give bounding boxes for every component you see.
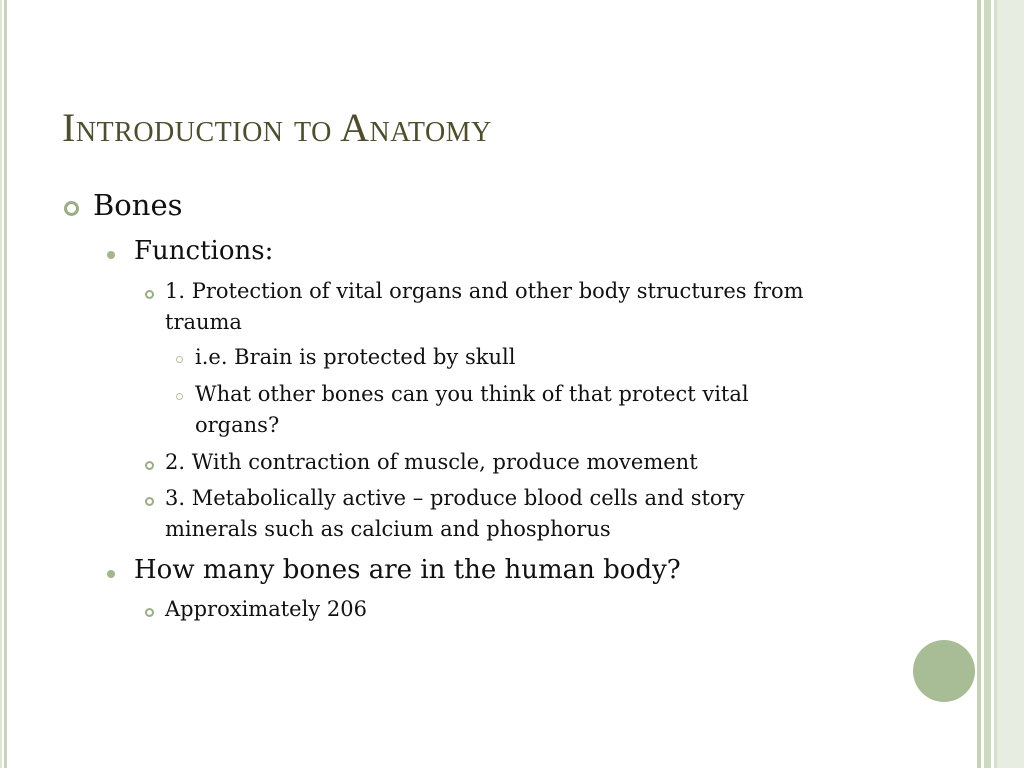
left-edge-stripe	[0, 0, 2, 768]
bullet-ring-icon	[145, 497, 154, 506]
bullet-dot-icon	[107, 570, 115, 578]
bullet-text: i.e. Brain is protected by skull	[195, 345, 516, 369]
bullet-ring-icon	[145, 608, 154, 617]
bullet-text: 3. Metabolically active – produce blood cells and story	[165, 486, 745, 510]
bullet-ring-icon	[64, 201, 79, 216]
right-edge-stripe	[984, 0, 991, 768]
bullet-text: Functions:	[134, 236, 274, 266]
bullet-ring-icon	[145, 461, 154, 470]
bullet-dot-icon	[107, 251, 115, 259]
bullet-text: trauma	[165, 310, 242, 334]
bullet-text: minerals such as calcium and phosphorus	[165, 517, 611, 541]
bullet-text: How many bones are in the human body?	[134, 555, 681, 585]
bullet-text: organs?	[195, 413, 280, 437]
right-edge-stripe	[997, 0, 1024, 768]
left-edge-stripe	[4, 0, 7, 768]
right-edge-stripe	[977, 0, 981, 768]
bullet-text: 2. With contraction of muscle, produce movement	[165, 450, 698, 474]
bullet-text: What other bones can you think of that protect vital	[195, 382, 749, 406]
bullet-text: Bones	[93, 188, 183, 222]
slide-title: Introduction to Anatomy	[62, 105, 492, 150]
bullet-ring-icon	[176, 356, 183, 363]
bullet-ring-icon	[176, 393, 183, 400]
bullet-text: 1. Protection of vital organs and other body structures from	[165, 279, 804, 303]
decorative-circle	[913, 640, 975, 702]
bullet-ring-icon	[145, 290, 154, 299]
bullet-text: Approximately 206	[165, 597, 367, 621]
